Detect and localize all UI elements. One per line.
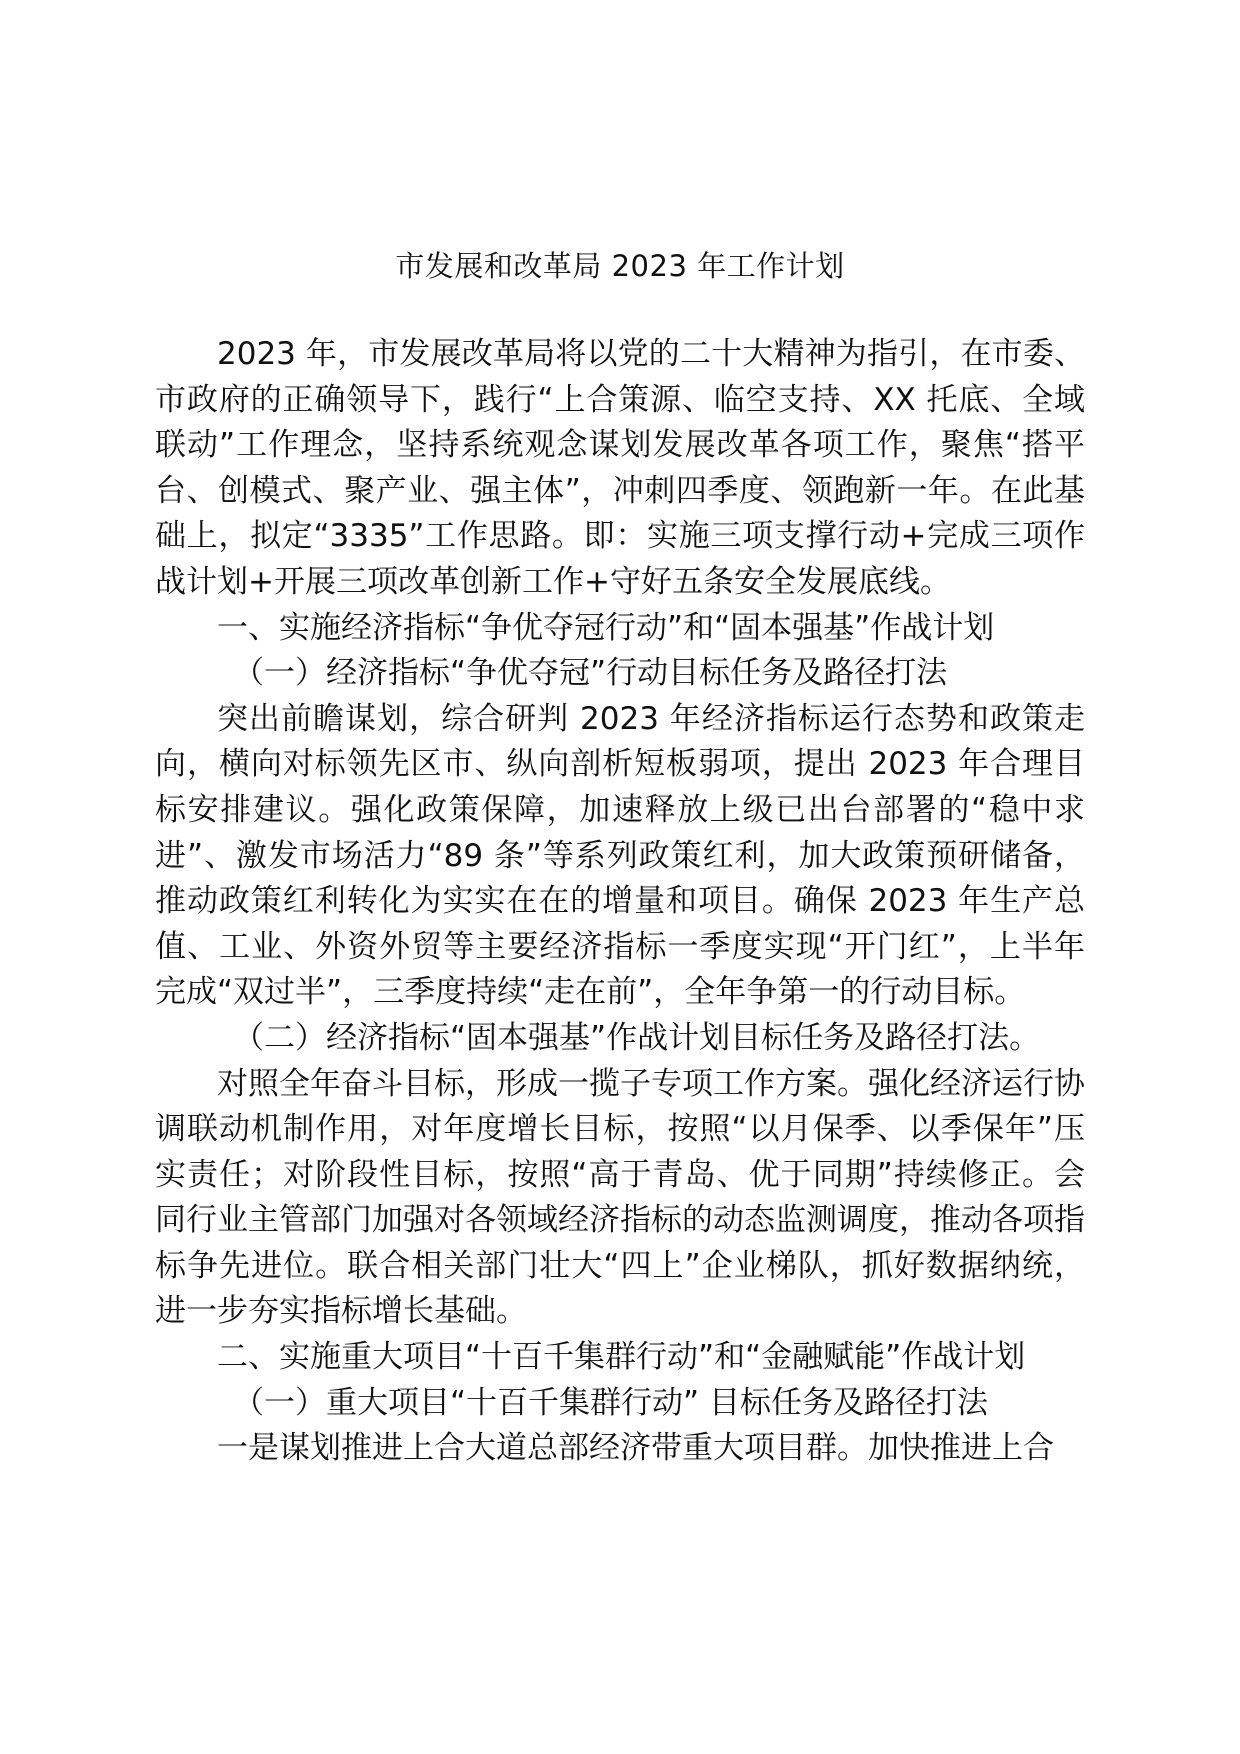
document-body <box>155 332 1085 1472</box>
section-heading-1: 一、实施经济指标“争优夺冠行动”和“固本强基”作战计划 <box>217 609 995 646</box>
section-heading-2: 二、实施重大项目“十百千集群行动”和“金融赋能”作战计划 <box>217 1339 1026 1376</box>
document-title: 市发展和改革局 2023 年工作计划 <box>395 249 845 283</box>
paragraph-2-1: 一是谋划推进上合大道总部经济带重大项目群。加快推进上合 <box>217 1430 1054 1467</box>
paragraph-1-1: 突出前瞻谋划，综合研判 2023 年经济指标运行态势和政策走向，横向对标领先区市、纵向剖析短板弱项，提出 2023 年合理目标安排建议。强化政策保障，加速释放上级已出台部署的“稳中求进”、激发市场活力“89 条”等系列政策红利，加大政策预研储备，推动政策红利转化为实实在在的增量和项目。确保 2023 年生产总值、工业、外资外贸等主要经济指标一季度实现“开门红”，上半年完成“双过半”，三季度持续“走在前”，全年争第一的行动目标。 <box>155 700 1085 1011</box>
subsection-heading-1-2: （二）经济指标“固本强基”作战计划目标任务及路径打法。 <box>233 1019 1041 1056</box>
subsection-heading-2-1: （一）重大项目“十百千集群行动” 目标任务及路径打法 <box>233 1384 988 1421</box>
paragraph-1-2: 对照全年奋斗目标，形成一揽子专项工作方案。强化经济运行协调联动机制作用，对年度增长目标，按照“以月保季、以季保年”压实责任；对阶段性目标，按照“高于青岛、优于同期”持续修正。会同行业主管部门加强对各领域经济指标的动态监测调度，推动各项指标争先进位。联合相关部门壮大“四上”企业梯队，抓好数据纳统，进一步夯实指标增长基础。 <box>155 1065 1085 1330</box>
intro-paragraph: 2023 年，市发展改革局将以党的二十大精神为指引，在市委、市政府的正确领导下，践行“上合策源、临空支持、XX 托底、全域联动”工作理念，坚持系统观念谋划发展改革各项工作，聚焦“搭平台、创模式、聚产业、强主体”，冲刺四季度、领跑新一年。在此基础上，拟定“3335”工作思路。即：实施三项支撑行动+完成三项作战计划+开展三项改革创新工作+守好五条安全发展底线。 <box>155 336 1085 600</box>
subsection-heading-1-1: （一）经济指标“争优夺冠”行动目标任务及路径打法 <box>233 655 948 692</box>
